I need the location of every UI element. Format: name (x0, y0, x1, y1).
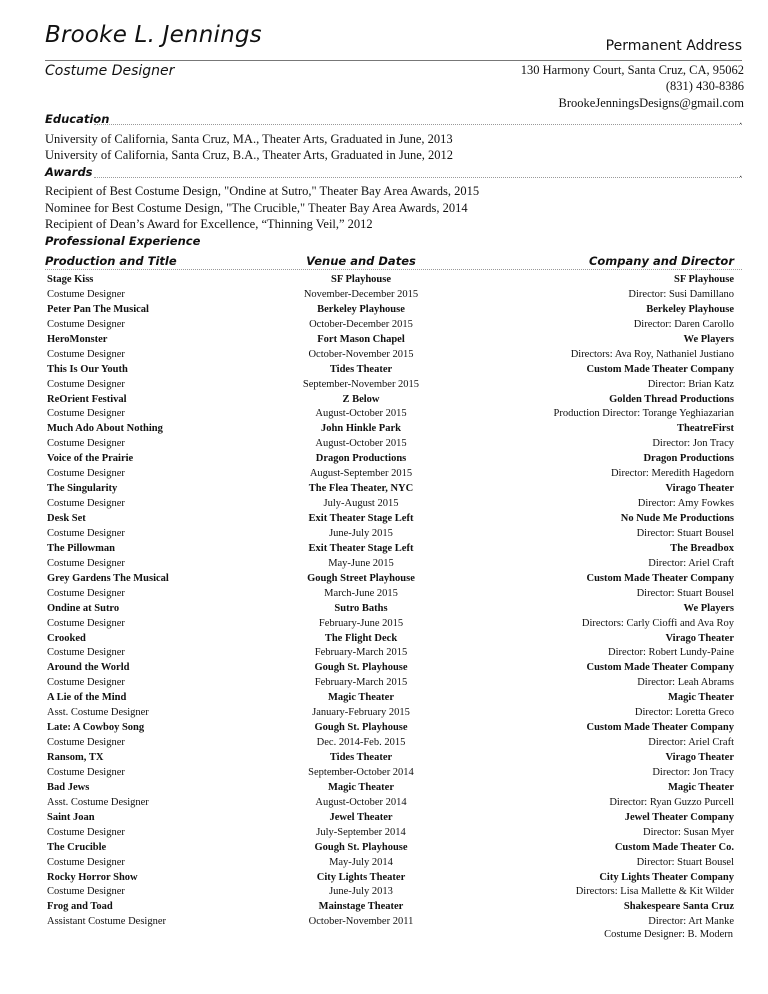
production-dates: June-July 2015 (329, 527, 393, 539)
entry-title-row (45, 572, 734, 587)
extra-credit-line: Costume Designer: B. Modern (604, 929, 733, 940)
header-rule (45, 60, 742, 61)
role-title: Costume Designer (47, 348, 125, 360)
entry-detail-row (45, 856, 734, 871)
role-title: Costume Designer (47, 766, 125, 778)
production-dates: September-October 2014 (308, 766, 414, 778)
venue-name: Jewel Theater (329, 811, 393, 823)
entry-detail-row (45, 527, 734, 542)
production-dates: July-September 2014 (316, 826, 406, 838)
director-name: Director: Jon Tracy (652, 766, 734, 778)
company-name: Magic Theater (668, 781, 734, 793)
venue-name: Dragon Productions (315, 453, 407, 465)
director-name: Director: Stuart Bousel (636, 527, 734, 539)
production-title: Bad Jews (47, 781, 90, 793)
venue-name: Berkeley Playhouse (317, 303, 405, 315)
entry-detail-row (45, 467, 734, 482)
production-dates: August-October 2015 (315, 408, 407, 420)
entry-detail-row (45, 826, 734, 841)
entry-detail-row (45, 706, 734, 721)
venue-name: Magic Theater (328, 692, 394, 704)
director-name: Director: Ryan Guzzo Purcell (609, 796, 734, 808)
role-title: Costume Designer (47, 468, 125, 480)
director-name: Directors: Carly Cioffi and Ava Roy (581, 617, 734, 629)
entry-detail-row (45, 796, 734, 811)
company-name: Dragon Productions (643, 453, 734, 465)
company-name: Custom Made Theater Company (586, 662, 734, 674)
director-name: Director: Susan Myer (643, 826, 734, 838)
entry-detail-row (45, 557, 734, 572)
role-title: Costume Designer (47, 587, 125, 599)
role-title: Costume Designer (47, 438, 125, 450)
role-title: Costume Designer (47, 677, 125, 689)
education-dot: . (739, 116, 742, 127)
production-title: The Pillowman (47, 542, 115, 554)
entry-detail-row (45, 318, 734, 333)
company-name: Virago Theater (665, 752, 734, 763)
entry-title-row (45, 363, 734, 378)
entry-title-row (45, 781, 734, 796)
entry-detail-row (45, 915, 734, 930)
production-title: Late: A Cowboy Song (47, 722, 145, 734)
director-name: Director: Loretta Greco (634, 707, 734, 719)
education-line: University of California, Santa Cruz, MA., Theater Arts, Graduated in June, 2013 (45, 132, 453, 146)
entry-title-row (45, 452, 734, 467)
venue-name: City Lights Theater (316, 871, 406, 883)
company-name: We Players (683, 602, 734, 614)
production-title: ReOrient Festival (47, 393, 127, 405)
director-name: Production Director: Torange Yeghiazarian (553, 408, 734, 420)
production-title: Frog and Toad (47, 901, 113, 913)
entry-title-row (45, 661, 734, 676)
entry-detail-row (45, 676, 734, 691)
director-name: Director: Stuart Bousel (636, 856, 734, 868)
email-address: BrookeJenningsDesigns@gmail.com (558, 96, 744, 110)
director-name: Director: Jon Tracy (652, 438, 734, 450)
director-name: Director: Brian Katz (647, 378, 734, 390)
venue-name: Gough Street Playhouse (307, 572, 415, 584)
role-title: Asst. Costume Designer (47, 796, 149, 808)
production-title: Rocky Horror Show (47, 871, 138, 883)
production-dates: January-February 2015 (312, 707, 410, 719)
role-title: Asst. Costume Designer (47, 707, 149, 719)
education-heading: Education (45, 112, 110, 126)
production-title: This Is Our Youth (47, 363, 128, 375)
entry-detail-row (45, 437, 734, 452)
company-name: The Breadbox (670, 542, 734, 554)
company-name: Custom Made Theater Company (586, 363, 734, 375)
production-title: Peter Pan The Musical (47, 303, 149, 315)
director-name: Director: Stuart Bousel (636, 587, 734, 599)
director-name: Director: Art Manke (648, 916, 734, 928)
phone-number: (831) 430-8386 (665, 79, 744, 93)
entry-detail-row (45, 288, 734, 303)
entry-title-row (45, 512, 734, 527)
production-title: The Crucible (47, 841, 107, 853)
award-line: Recipient of Dean’s Award for Excellence, “Thinning Veil,” 2012 (45, 217, 373, 231)
entry-detail-row (45, 766, 734, 781)
production-dates: October-November 2015 (308, 348, 414, 360)
production-title: Ondine at Sutro (47, 602, 120, 614)
experience-list (45, 273, 734, 930)
venue-name: Gough St. Playhouse (314, 841, 408, 853)
venue-name: Z Below (342, 393, 380, 405)
production-dates: October-December 2015 (309, 318, 413, 330)
production-title: The Singularity (47, 483, 118, 495)
production-dates: July-August 2015 (323, 498, 399, 510)
entry-title-row (45, 900, 734, 915)
production-dates: September-November 2015 (302, 378, 420, 390)
company-name: Custom Made Theater Company (586, 722, 734, 734)
entry-title-row (45, 602, 734, 617)
director-name: Director: Susi Damillano (628, 288, 734, 300)
entry-title-row (45, 811, 734, 826)
permanent-address-label: Permanent Address (605, 38, 742, 54)
company-name: No Nude Me Productions (620, 513, 734, 524)
venue-name: The Flea Theater, NYC (308, 483, 414, 495)
production-title: Grey Gardens The Musical (47, 572, 169, 584)
role-title: Costume Designer (47, 288, 125, 300)
director-name: Director: Amy Fowkes (637, 498, 734, 510)
company-name: SF Playhouse (674, 274, 734, 285)
role-title: Costume Designer (47, 617, 125, 629)
role-title: Costume Designer (47, 498, 125, 510)
role-title: Costume Designer (47, 647, 125, 659)
production-dates: Dec. 2014-Feb. 2015 (316, 737, 406, 749)
production-dates: February-March 2015 (314, 647, 408, 659)
role-title: Costume Designer (47, 826, 125, 838)
entry-detail-row (45, 736, 734, 751)
company-name: Berkeley Playhouse (646, 303, 734, 315)
role-title: Costume Designer (47, 557, 125, 569)
director-name: Directors: Lisa Mallette & Kit Wilder (575, 886, 734, 898)
production-dates: August-September 2015 (309, 468, 413, 480)
entry-detail-row (45, 587, 734, 602)
awards-heading: Awards (45, 165, 93, 179)
award-line: Nominee for Best Costume Design, "The Crucible," Theater Bay Area Awards, 2014 (45, 201, 468, 215)
production-title: Around the World (47, 662, 130, 674)
company-name: Custom Made Theater Co. (614, 841, 734, 853)
company-name: We Players (683, 333, 734, 345)
entry-title-row (45, 871, 734, 886)
entry-title-row (45, 751, 734, 766)
company-name: Shakespeare Santa Cruz (623, 901, 734, 913)
production-dates: February-June 2015 (318, 617, 404, 629)
production-title: Voice of the Prairie (47, 453, 134, 465)
production-title: Desk Set (47, 513, 86, 524)
production-title: Much Ado About Nothing (47, 423, 163, 435)
director-name: Director: Ariel Craft (648, 737, 734, 749)
company-name: Magic Theater (668, 692, 734, 704)
entry-title-row (45, 721, 734, 736)
entry-title-row (45, 422, 734, 437)
production-title: Crooked (47, 632, 86, 644)
director-name: Director: Meredith Hagedorn (610, 468, 734, 480)
production-dates: June-July 2013 (329, 886, 393, 898)
award-line: Recipient of Best Costume Design, "Ondine at Sutro," Theater Bay Area Awards, 2015 (45, 184, 480, 198)
entry-detail-row (45, 378, 734, 393)
entry-title-row (45, 632, 734, 647)
production-title: Ransom, TX (47, 752, 104, 763)
director-name: Directors: Ava Roy, Nathaniel Justiano (570, 348, 734, 360)
entry-detail-row (45, 407, 734, 422)
entry-title-row (45, 303, 734, 318)
role-title: Costume Designer (47, 886, 125, 898)
company-column-header: Company and Director (588, 254, 734, 268)
venue-name: SF Playhouse (331, 274, 391, 285)
company-name: Custom Made Theater Company (586, 572, 734, 584)
applicant-title: Costume Designer (45, 63, 175, 79)
venue-name: John Hinkle Park (321, 423, 401, 435)
entry-detail-row (45, 646, 734, 661)
company-name: Golden Thread Productions (609, 393, 734, 405)
venue-name: Exit Theater Stage Left (308, 542, 414, 554)
role-title: Costume Designer (47, 318, 125, 330)
education-rule (94, 124, 742, 125)
entry-title-row (45, 691, 734, 706)
production-dates: August-October 2015 (315, 438, 407, 450)
education-line: University of California, Santa Cruz, B.A., Theater Arts, Graduated in June, 2012 (45, 148, 454, 162)
venue-name: Mainstage Theater (318, 901, 404, 913)
awards-dot: . (739, 169, 742, 180)
street-address: 130 Harmony Court, Santa Cruz, CA, 95062 (520, 63, 744, 77)
entry-title-row (45, 393, 734, 408)
production-dates: February-March 2015 (314, 677, 408, 689)
director-name: Director: Daren Carollo (633, 318, 734, 330)
entry-title-row (45, 273, 734, 288)
production-title: A Lie of the Mind (47, 692, 127, 704)
production-title: Stage Kiss (47, 274, 94, 285)
entry-detail-row (45, 617, 734, 632)
role-title: Costume Designer (47, 527, 125, 539)
role-title: Costume Designer (47, 408, 125, 420)
production-dates: May-June 2015 (328, 557, 394, 569)
entry-detail-row (45, 885, 734, 900)
company-name: Virago Theater (665, 483, 734, 495)
role-title: Costume Designer (47, 378, 125, 390)
venue-name: Sutro Baths (334, 602, 388, 614)
role-title: Assistant Costume Designer (47, 916, 166, 928)
production-dates: October-November 2011 (308, 916, 414, 928)
venue-name: Gough St. Playhouse (314, 662, 408, 674)
company-name: Virago Theater (665, 632, 734, 644)
venue-name: The Flight Deck (324, 632, 398, 644)
production-dates: May-July 2014 (329, 856, 393, 868)
entry-title-row (45, 841, 734, 856)
venue-name: Fort Mason Chapel (317, 333, 405, 345)
director-name: Director: Leah Abrams (637, 677, 734, 689)
production-dates: November-December 2015 (303, 288, 419, 300)
entry-detail-row (45, 348, 734, 363)
company-name: Jewel Theater Company (624, 811, 734, 823)
production-dates: March-June 2015 (324, 587, 398, 599)
production-column-header: Production and Title (45, 254, 177, 268)
venue-name: Magic Theater (328, 781, 394, 793)
venue-name: Exit Theater Stage Left (308, 513, 414, 524)
experience-heading: Professional Experience (45, 234, 201, 248)
experience-header-rule (45, 269, 742, 270)
role-title: Costume Designer (47, 856, 125, 868)
venue-column-header: Venue and Dates (306, 254, 416, 268)
company-name: City Lights Theater Company (599, 871, 734, 883)
venue-name: Tides Theater (329, 363, 393, 375)
director-name: Director: Ariel Craft (648, 557, 734, 569)
applicant-name: Brooke L. Jennings (45, 22, 262, 48)
venue-name: Tides Theater (329, 752, 393, 763)
entry-detail-row (45, 497, 734, 512)
role-title: Costume Designer (47, 737, 125, 749)
entry-title-row (45, 482, 734, 497)
entry-title-row (45, 542, 734, 557)
production-dates: August-October 2014 (315, 796, 407, 808)
awards-rule (94, 177, 742, 178)
production-title: HeroMonster (47, 333, 108, 345)
company-name: TheatreFirst (677, 423, 734, 435)
entry-title-row (45, 333, 734, 348)
production-title: Saint Joan (47, 811, 95, 823)
director-name: Director: Robert Lundy-Paine (608, 647, 734, 659)
venue-name: Gough St. Playhouse (314, 722, 408, 734)
